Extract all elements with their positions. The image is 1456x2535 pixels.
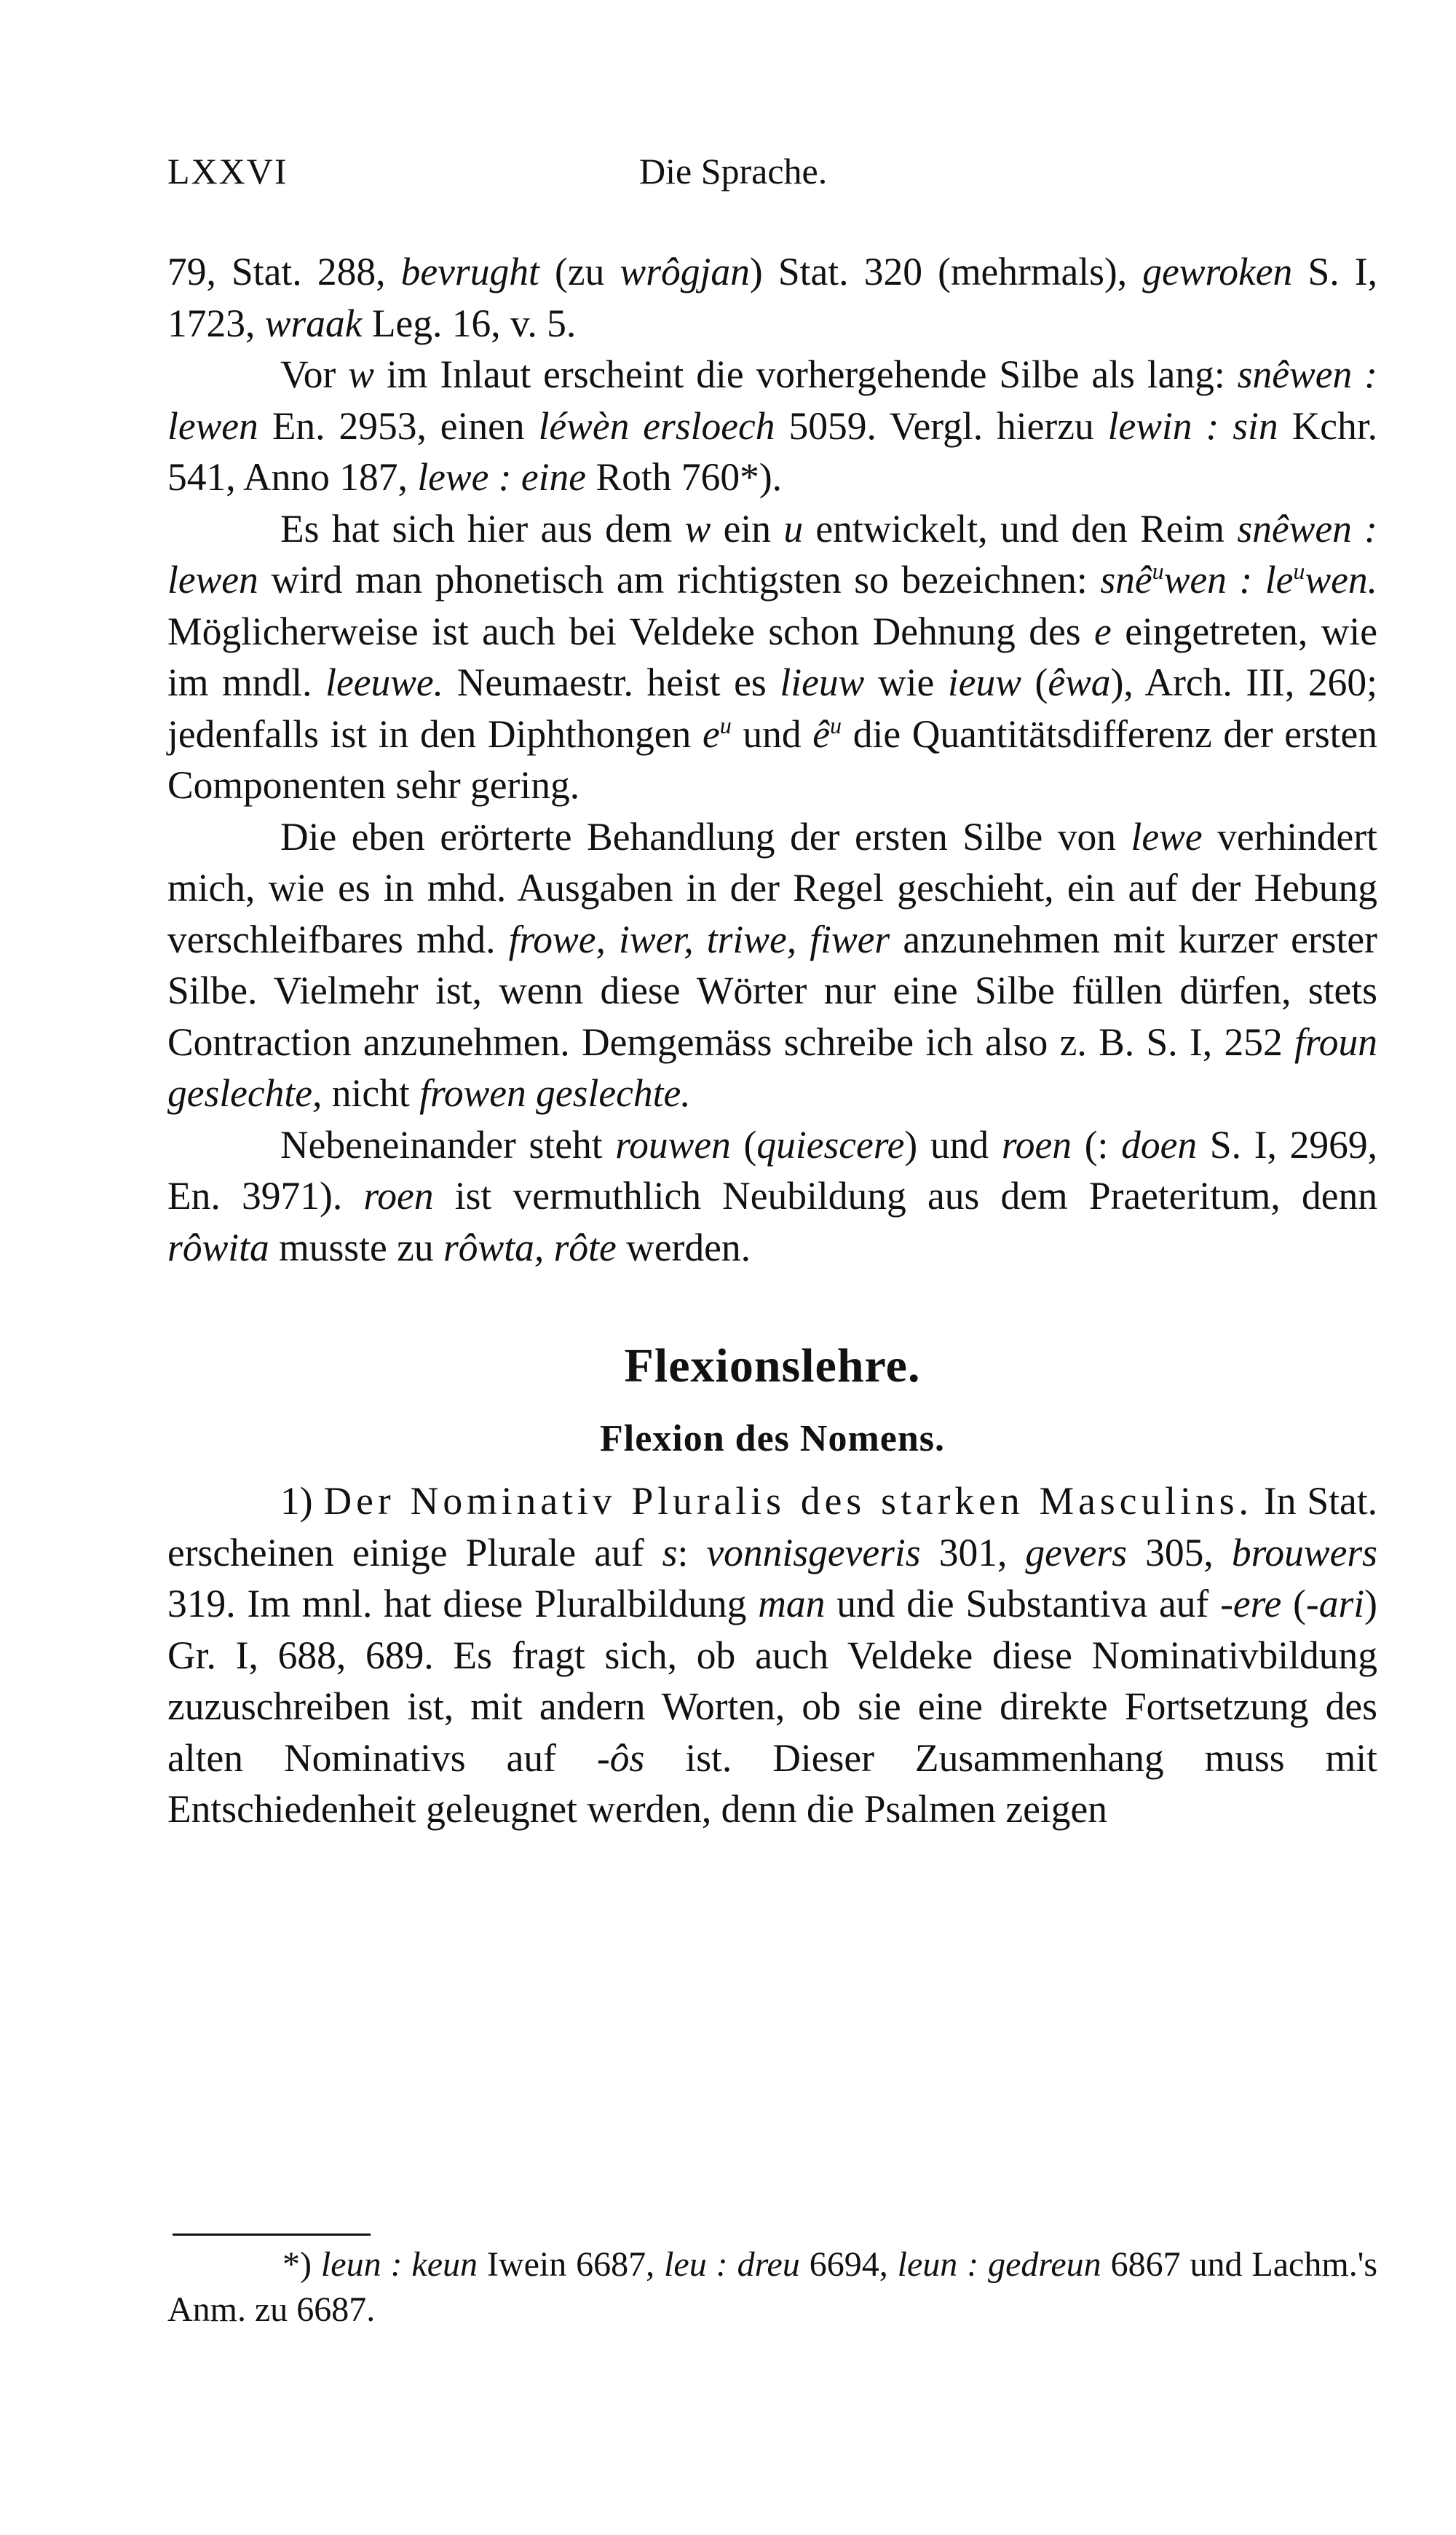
page-number: LXXVI <box>167 151 288 192</box>
footnote-text: *) leun : keun Iwein 6687, leu : dreu 6694, leun : gedreun 6867 und Lachm.'s Anm. zu 6687. <box>167 2245 1378 2329</box>
footnote <box>167 2242 1377 2333</box>
main-text <box>167 246 1377 1835</box>
paragraph-3: Es hat sich hier aus dem w ein u entwickelt, und den Reim snêwen : lewen wird man phonetisch am richtigsten so bezeichnen: snê$^u$wen : $le^uwen$. Möglicherweise ist auch bei Veldeke schon Dehnung des e eingetreten, wie im mndl. leeuwe. Neumaestr. heist es lieuw wie ieuw (êwa), Arch. III, 260; jedenfalls ist in den Diphthongen $e^u$ und $ê^u$ die Quantitätsdifferenz der ersten Componenten sehr gering. <box>167 506 1378 807</box>
spaced-rubric: Der Nominativ Pluralis des starken Masculins. <box>323 1479 1253 1523</box>
paragraph-2: Vor w im Inlaut erscheint die vorhergehende Silbe als lang: snêwen : lewen En. 2953, einen léwèn ersloech 5059. Vergl. hierzu lewin : sin Kchr. 541, Anno 187, lewe : eine Roth 760*). <box>167 352 1378 499</box>
paragraph-5: Nebeneinander steht rouwen (quiescere) und roen (: doen S. I, 2969, En. 3971). roen ist vermuthlich Neubildung aus dem Praeteritum, denn rôwita musste zu rôwta, rôte werden. <box>167 1122 1377 1269</box>
subsection-heading: Flexion des Nomens. <box>600 1418 945 1459</box>
running-title: Die Sprache. <box>639 151 828 192</box>
paragraph-4: Die eben erörterte Behandlung der ersten Silbe von lewe verhindert mich, wie es in mhd. Ausgaben in der Regel geschieht, ein auf der Hebung verschleifbares mhd. frowe, iwer, triwe, fiwer anzunehmen mit kurzer erster Silbe. Vielmehr ist, wenn diese Wörter nur eine Silbe füllen dürfen, stets Contraction anzunehmen. Demgemäss schreibe ich also z. B. S. I, 252 froun geslechte, nicht frowen geslechte. <box>167 814 1377 1115</box>
footnote-divider <box>173 2234 371 2236</box>
paragraph-6: 1) Der Nominativ Pluralis des starken Masculins. In Stat. erscheinen einige Plurale auf s: vonnisgeveris 301, gevers 305, brouwers 319. Im mnl. hat diese Pluralbildung man und die Substantiva auf -ere (-ari) Gr. I, 688, 689. Es fragt sich, ob auch Veldeke diese Nominativbildung zuzuschreiben ist, mit andern Worten, ob sie eine direkte Fortsetzung des alten Nominativs auf -ôs ist. Dieser Zusammenhang muss mit Entschiedenheit geleugnet werden, denn die Psalmen zeigen <box>167 1479 1377 1831</box>
section-heading: Flexionslehre. <box>624 1339 921 1392</box>
page-header <box>167 143 1376 208</box>
paragraph-1: 79, Stat. 288, bevrught (zu wrôgjan) Stat. 320 (mehrmals), gewroken S. I, 1723, wraak Leg. 16, v. 5. <box>167 250 1377 345</box>
